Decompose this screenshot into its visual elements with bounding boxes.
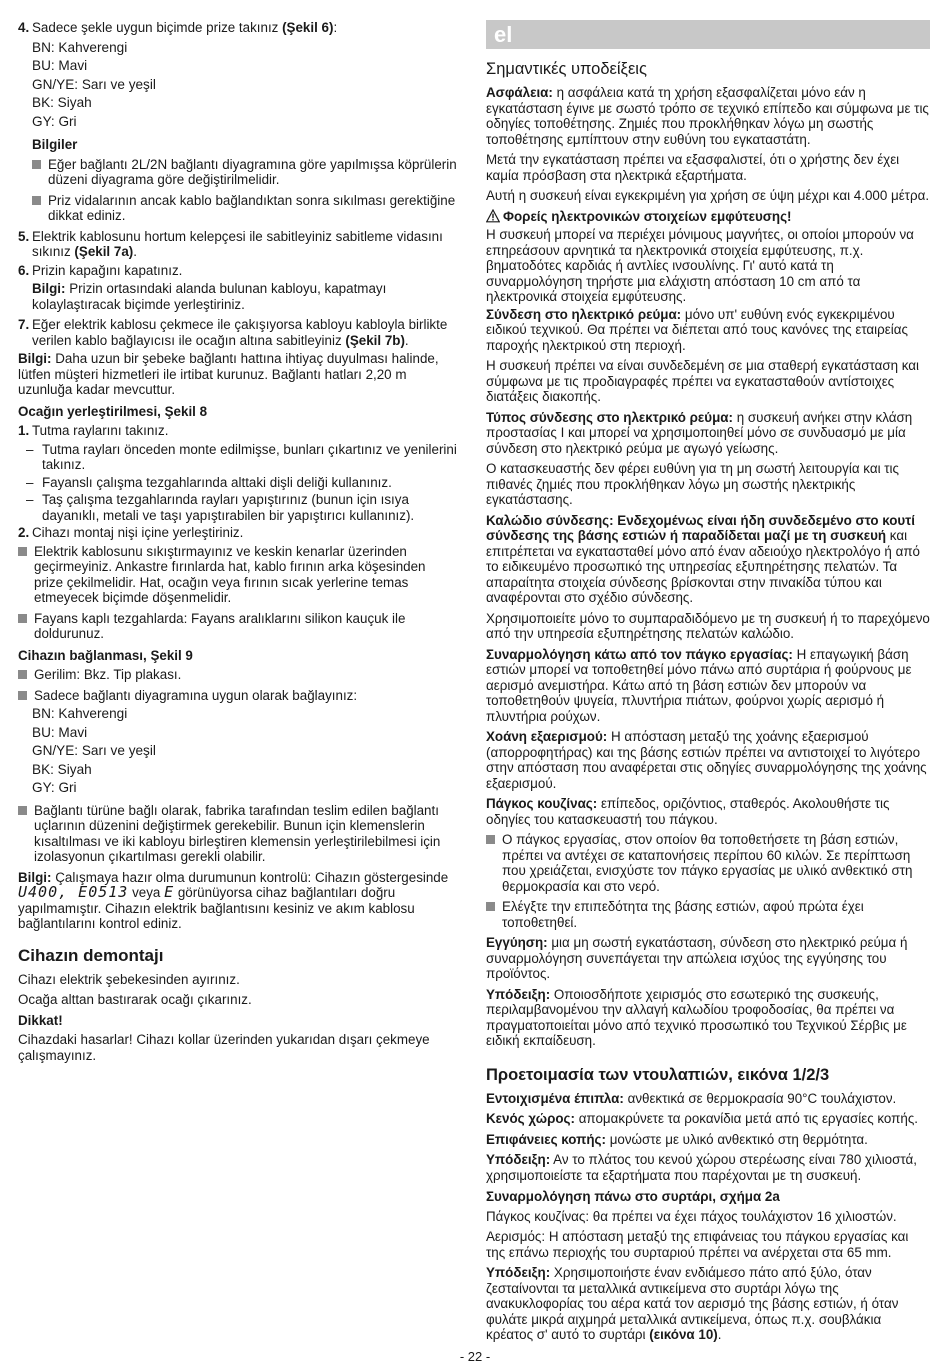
dash-item: – Fayanslı çalışma tezgahlarında alttaki dişli deliği kullanınız. <box>26 474 392 490</box>
bilgiler-heading: Bilgiler <box>32 137 78 152</box>
figure-ref: (Şekil 6) <box>282 20 334 35</box>
step-number: 4. <box>18 20 30 35</box>
text-paragraph: Κενός χώρος: απομακρύνετε τα ροκανίδια μετά από τις εργασίες κοπής. <box>486 1111 919 1126</box>
note-paragraph: Bilgi: Çalışmaya hazır olma durumunun kontrolü: Cihazın göstergesinde U400, E0513 veya E görünüyorsa cihaz bağlantıları doğru yapılmamıştır. Cihazın elektrik bağlantısını kesiniz ve akım kablosu bağlantılarını kontrol ediniz. <box>18 869 449 931</box>
bullet-item: Bağlantı türüne bağlı olarak, fabrika tarafından teslim edilen bağlantı uçlarının düzenini değiştirmek gerekebilir. Bunun için klemenslerin kısaltılması ve iki kabloyu birleştiren klemensin yerleştirilebilmesi için izolasyonun çıkartılması gerekli olabilir. <box>18 803 458 865</box>
figure-ref: (Şekil 7a) <box>74 244 134 259</box>
text-paragraph: Πάγκος κουζίνας: θα πρέπει να έχει πάχος τουλάχιστον 16 χιλιοστών. <box>486 1208 897 1224</box>
wire-color-list <box>18 39 458 132</box>
placement-step-2: 2. Cihazı montaj nişi içine yerleştiriniz. <box>18 525 244 540</box>
drawer-heading: Συναρμολόγηση πάνω στο συρτάρι, σχήμα 2a <box>486 1189 780 1204</box>
text-paragraph: Καλώδιο σύνδεσης: Ενδεχομένως είναι ήδη συνδεδεμένο στο κουτί σύνδεσης της βάσης εστιών ή παραδίδεται μαζί με τη συσκευή και επιτρέπεται να εγκατασταθεί μόνο από έναν αδειούχο ηλεκτρολόγο ή από το ειδικευμένο προσωπικό της υπηρεσίας εξυπηρέτησης πελατών. Τα απαραίτητα στοιχεία σύνδεσης βρίσκονται στην πινακίδα τύπου και αναφέρονται στο σχέδιο σύνδεσης. <box>486 512 921 605</box>
step-5: 5. Elektrik kablosunu hortum kelepçesi ile sabitleyiniz sabitleme vidasını sıkınız (Şekil 7a). <box>18 228 443 259</box>
text-paragraph: Αυτή η συσκευή είναι εγκεκριμένη για χρήση σε ύψη μέχρι και 4.000 μέτρα. <box>486 188 930 203</box>
placement-step-1: 1. Tutma raylarını takınız. <box>18 423 169 438</box>
wire-item: BU: Mavi <box>32 58 88 73</box>
page-number: - 22 - <box>459 1349 491 1364</box>
text-paragraph: Ο κατασκευαστής δεν φέρει ευθύνη για τη μη σωστή λειτουργία και τις πιθανές ζημιές που προκλήθηκαν λόγω μη σωστής ηλεκτρικής εγκατάστασης. <box>486 461 899 507</box>
display-code: E <box>164 883 175 901</box>
prep-heading: Προετοιμασία των ντουλαπιών, εικόνα 1/2/3 <box>486 1065 830 1084</box>
text-paragraph: Χρησιμοποιείτε μόνο το συμπαραδιδόμενο με τη συσκευή ή το παρεχόμενο από την υπηρεσία εξυπηρέτησης πελατών καλώδιο. <box>486 610 930 641</box>
wire-item: BN: Kahverengi <box>32 706 128 721</box>
text-paragraph: Υπόδειξη: Χρησιμοποιήστε έναν ενδιάμεσο πάτο από ξύλο, όταν ζεσταίνονται τα μεταλλικά αντικείμενα στο συρτάρι λόγω της ανακυκλοφορίας του αέρα κατά τον αερισμό της βάσης εστιών, ή όταν φυλάτε μικρά αιχμηρά μεταλλικά αντικείμενα, όπως π.χ. σουβλάκια κρέατος σ' αυτό το συρτάρι (εικόνα 10). <box>486 1265 899 1342</box>
wire-item: BK: Siyah <box>32 761 92 777</box>
wire-item: GN/YE: Sarı ve yeşil <box>32 743 156 758</box>
bullet-item: Eğer bağlantı 2L/2N bağlantı diyagramına göre yapılmışsa köprülerin düzeni diyagrama göre değiştirilmelidir. <box>32 157 458 188</box>
square-bullet-icon <box>18 691 27 700</box>
bullet-item: Gerilim: Bkz. Tip plakası. <box>18 667 458 683</box>
square-bullet-icon <box>18 614 27 623</box>
placement-heading: Ocağın yerleştirilmesi, Şekil 8 <box>18 403 208 419</box>
display-code: U400, E0513 <box>18 883 129 901</box>
wire-item: GY: Gri <box>32 113 77 129</box>
text-paragraph: Η συσκευή μπορεί να περιέχει μόνιμους μαγνήτες, οι οποίοι μπορούν να επηρεάσουν αρνητικά τα ηλεκτρονικά στοιχεία εμφύτευσης, π.χ. βηματοδότες καρδιάς ή αντλίες ινσουλίνης. Γι' αυτό κατά τη συναρμολόγηση τηρήστε μια ελάχιστη απόσταση 10 cm από τα ηλεκτρονικά στοιχεία εμφύτευσης. <box>486 227 914 304</box>
text-paragraph: Εντοιχισμένα έπιπλα: ανθεκτικά σε θερμοκρασία 90°C τουλάχιστον. <box>486 1090 897 1106</box>
text-paragraph: Εγγύηση: μια μη σωστή εγκατάσταση, σύνδεση στο ηλεκτρικό ρεύμα ή συναρμολόγηση συνεπάγεται την απώλεια ισχύος της εγγύησης του προϊόντος. <box>486 935 908 981</box>
text-paragraph: Συναρμολόγηση κάτω από τον πάγκο εργασίας: Η επαγωγική βάση εστιών μπορεί να τοποθετηθεί μόνο πάνω από συρτάρια ή φούρνους με αερισμό ανεμιστήρα. Κάτω από τη βάση εστιών δεν μπορούν να τοποθετηθούν ψυγεία, πλυντήρια πιάτων, φούρνοι χωρίς αερισμό ή πλυντήρια ρούχων. <box>486 646 912 724</box>
step-4: 4. Sadece şekle uygun biçimde prize takınız (Şekil 6): <box>18 20 338 35</box>
text-paragraph: Cihazdaki hasarlar! Cihazı kollar üzerinden yukarıdan dışarı çekmeye çalışmayınız. <box>18 1032 430 1063</box>
text-paragraph: Αερισμός: Η απόσταση μεταξύ της επιφάνειας του πάγκου εργασίας και της επάνω περιοχής του συρταριού πρέπει να ανέρχεται στα 65 mm. <box>486 1229 909 1260</box>
figure-ref: (εικόνα 10) <box>649 1327 718 1342</box>
wire-item: GN/YE: Sarı ve yeşil <box>32 76 156 92</box>
text-paragraph: Ocağa alttan bastırarak ocağı çıkarınız. <box>18 992 252 1007</box>
implant-warning-heading: Φορείς ηλεκτρονικών στοιχείων εμφύτευσης! <box>486 209 930 225</box>
wire-color-list <box>18 705 458 798</box>
text-paragraph: Υπόδειξη: Οποιοσδήποτε χειρισμός στο εσωτερικό της συσκευής, περιλαμβανομένου την αλλαγή καλωδίου τροφοδοσίας, θα πρέπει να πραγματοποιείται μόνο από τεχνικό προσωπικό του Τεχνικού Σέρβις με ειδική εκπαίδευση. <box>486 986 907 1048</box>
bullet-item: Fayans kaplı tezgahlarda: Fayans aralıklarını silikon kauçuk ile doldurunuz. <box>18 611 458 642</box>
text-paragraph: Ασφάλεια: η ασφάλεια κατά τη χρήση εξασφαλίζεται μόνο εάν η εγκατάσταση έγινε με σωστό τρόπο σε τεχνικό επίπεδο και σύμφωνα με τις οδηγίες τοποθέτησης. Ζημιές που προκλήθηκαν λόγω μη σωστής τοποθέτησης εμπίπτουν στην ευθύνη του εγκαταστάτη. <box>486 85 929 147</box>
text-paragraph: Επιφάνειες κοπής: μονώστε με υλικό ανθεκτικό στη θερμότητα. <box>486 1131 868 1147</box>
square-bullet-icon <box>486 835 495 844</box>
text-paragraph: Η συσκευή πρέπει να είναι συνδεδεμένη σε μια σταθερή εγκατάσταση και σύμφωνα με τις προδιαγραφές πρέπει να εγκατασταθούν αντίστοιχες διατάξεις διακοπής. <box>486 358 920 404</box>
warning-triangle-icon <box>486 209 500 223</box>
bullet-item: Elektrik kablosunu sıkıştırmayınız ve keskin kenarlar üzerinden geçirmeyiniz. Ankastre fırınlarda hat, kablo fırının arka köşesinden prize çekilmelidir. Hat, ocağın veya fırının sıcak yerlerine temas etmeyecek biçimde döşenmelidir. <box>18 544 458 606</box>
text-paragraph: Μετά την εγκατάσταση πρέπει να εξασφαλιστεί, ότι ο χρήστης δεν έχει καμία πρόσβαση στα ηλεκτρικά εξαρτήματα. <box>486 152 900 183</box>
wire-item: GY: Gri <box>32 780 77 795</box>
square-bullet-icon <box>18 547 27 556</box>
text-paragraph: Υπόδειξη: Αν το πλάτος του κενού χώρου στερέωσης είναι 780 χιλιοστά, χρησιμοποιείστε τα εξαρτήματα που παρέχονται με τη συσκευή. <box>486 1152 917 1183</box>
bullet-item: Ελέγξτε την επιπεδότητα της βάσης εστιών, αφού πρώτα έχει τοποθετηθεί. <box>486 899 930 930</box>
square-bullet-icon <box>32 160 41 169</box>
bullet-item: Priz vidalarının ancak kablo bağlandıktan sonra sıkılması gerektiğine dikkat ediniz. <box>32 193 458 224</box>
text-paragraph: Σύνδεση στο ηλεκτρικό ρεύμα: μόνο υπ' ευθύνη ενός εγκεκριμένου ειδικού τεχνικού. Θα πρέπει να διέπεται από τους κανόνες της εταιρείας παροχής ηλεκτρικού στη περιοχή. <box>486 306 908 353</box>
dismount-heading: Cihazın demontajı <box>18 945 164 965</box>
dash-item: – Tutma rayları önceden monte edilmişse, bunları çıkartınız ve yenilerini takınız. <box>26 441 457 472</box>
text-paragraph: Χοάνη εξαερισμού: Η απόσταση μεταξύ της χοάνης εξαερισμού (απορροφητήρας) και της βάσης εστιών πρέπει να αντιστοιχεί το λιγότερο στην απόσταση που αναφέρεται στις οδηγίες συναρμολόγησης της χοάνης εξαερισμού. <box>486 729 927 791</box>
greek-column <box>486 20 930 1348</box>
figure-ref: (Şekil 7b) <box>345 332 405 348</box>
bullet-item: Sadece bağlantı diyagramına uygun olarak bağlayınız: <box>18 688 458 704</box>
wire-item: BN: Kahverengi <box>32 39 128 55</box>
wire-item: BU: Mavi <box>32 724 88 740</box>
note-paragraph: Bilgi: Daha uzun bir şebeke bağlantı hattına ihtiyaç duyulması halinde, lütfen müşteri hizmetleri ile irtibat kurunuz. Bağlantı hatları 2,20 m uzunluğa kadar mevcuttur. <box>18 351 439 397</box>
connect-heading: Cihazın bağlanması, Şekil 9 <box>18 647 193 663</box>
important-heading: Σημαντικές υποδείξεις <box>486 60 647 78</box>
square-bullet-icon <box>18 806 27 815</box>
dash-item: – Taş çalışma tezgahlarında rayları yapıştırınız (bunun için ısıya dayanıklı, metali ve taşı yapıştırabilen bir yapıştırıcı kullanınız). <box>26 492 415 523</box>
warning-heading: Dikkat! <box>18 1012 63 1028</box>
step-7: 7. Eğer elektrik kablosu çekmece ile çakışıyorsa kabloyu kabloyla birlikte verilen kablo bağlayıcısı ile ocağın altına sabitleyiniz (Şekil 7b). <box>18 317 448 348</box>
square-bullet-icon <box>486 902 495 911</box>
note-paragraph: Bilgi: Prizin ortasındaki alanda bulunan kabloyu, kapatmayı kolaylaştıracak biçimde yerleştiriniz. <box>32 281 387 312</box>
text-paragraph: Cihazı elektrik şebekesinden ayırınız. <box>18 971 240 987</box>
text-paragraph: Τύπος σύνδεσης στο ηλεκτρικό ρεύμα: η συσκευή ανήκει στην κλάση προστασίας I και μπορεί να χρησιμοποιηθεί μόνο σε συνδυασμό με μία σύνδεση στο ηλεκτρικό ρεύμα με αγωγό γείωσης. <box>486 409 913 456</box>
language-tab: el <box>486 20 930 49</box>
step-6: 6. Prizin kapağını kapatınız. <box>18 262 183 278</box>
wire-item: BK: Siyah <box>32 95 92 110</box>
text-paragraph: Πάγκος κουζίνας: επίπεδος, οριζόντιος, σταθερός. Ακολουθήστε τις οδηγίες του κατασκευαστή του πάγκου. <box>486 796 890 827</box>
square-bullet-icon <box>18 670 27 679</box>
bullet-item: Ο πάγκος εργασίας, στον οποίον θα τοποθετήσετε τη βάση εστιών, πρέπει να αντέχει σε καταπονήσεις περίπου 60 κιλών. Σε περίπτωση που χρειάζεται, ενισχύστε τον πάγκο εργασίας με υλικό ανθεκτικό στη θερμοκρασία και στο νερό. <box>486 832 930 894</box>
square-bullet-icon <box>32 196 41 205</box>
turkish-column <box>18 20 458 1068</box>
